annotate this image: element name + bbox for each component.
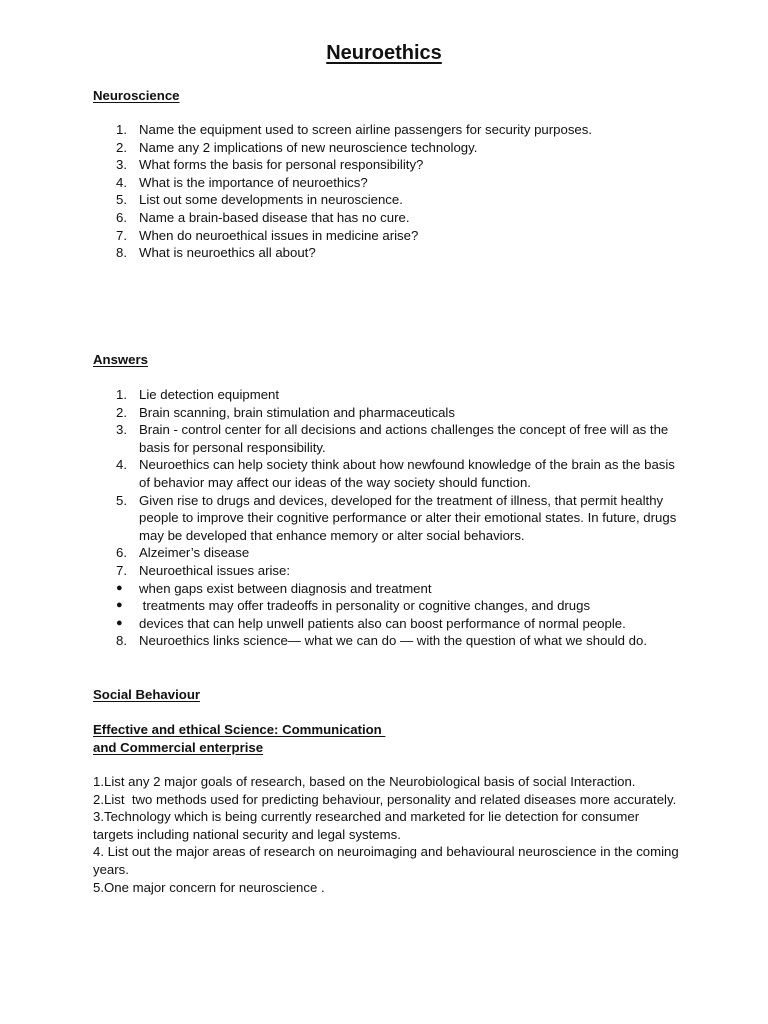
list-item <box>93 492 683 545</box>
bullet-item <box>93 597 683 615</box>
list-item <box>93 562 683 580</box>
item-text: Alzeimer’s disease <box>139 545 250 561</box>
list-item <box>93 191 683 209</box>
questions-paragraphs <box>93 773 683 896</box>
section-heading-effective-science-line1: Effective and ethical Science: Communication <box>93 722 386 737</box>
list-item <box>93 156 683 174</box>
paragraph-item: 3.Technology which is being currently researched and marketed for lie detection for consumer targets including national security and legal systems. <box>93 809 640 842</box>
paragraph-item: 4. List out the major areas of research on neuroimaging and behavioural neuroscience in the coming years. <box>93 844 679 877</box>
item-number: 3. <box>116 422 127 438</box>
item-number: 2. <box>116 404 127 420</box>
list-item <box>93 174 683 192</box>
item-number: 3. <box>116 157 127 173</box>
bullet-icon: ● <box>116 581 123 594</box>
item-text: Neuroethics links science— what we can do — with the question of what we should do. <box>139 633 647 649</box>
item-number: 8. <box>116 245 127 261</box>
list-item <box>93 632 683 650</box>
item-text: Lie detection equipment <box>139 387 280 402</box>
item-text: What is neuroethics all about? <box>139 245 316 261</box>
item-number: 8. <box>116 633 127 649</box>
list-item <box>93 404 683 422</box>
item-number: 7. <box>116 562 127 578</box>
item-text: Brain scanning, brain stimulation and pharmaceuticals <box>139 404 455 420</box>
item-number: 7. <box>116 227 127 243</box>
item-text: When do neuroethical issues in medicine arise? <box>139 227 419 243</box>
bullet-item <box>93 615 683 633</box>
list-item <box>93 121 683 139</box>
item-number: 1. <box>116 122 127 137</box>
list-item <box>93 209 683 227</box>
item-number: 5. <box>116 492 127 508</box>
list-item <box>93 456 683 491</box>
bullet-item <box>93 580 683 598</box>
list-item <box>93 386 683 404</box>
item-text: Name a brain-based disease that has no cure. <box>139 209 410 225</box>
item-number: 6. <box>116 545 127 561</box>
item-text: when gaps exist between diagnosis and treatment <box>139 580 432 596</box>
section-heading-effective-science-line2: and Commercial enterprise <box>93 740 264 755</box>
item-text: Name the equipment used to screen airline passengers for security purposes. <box>139 122 593 137</box>
item-text: List out some developments in neuroscience. <box>139 192 403 208</box>
item-number: 5. <box>116 192 127 208</box>
paragraph-item: 5.One major concern for neuroscience . <box>93 879 325 895</box>
item-text: What forms the basis for personal responsibility? <box>139 157 424 173</box>
section-heading-neuroscience: Neuroscience <box>93 88 180 103</box>
item-text: treatments may offer tradeoffs in personality or cognitive changes, and drugs <box>139 598 591 614</box>
paragraph-item: 1.List any 2 major goals of research, based on the Neurobiological basis of social Interaction. <box>93 774 636 789</box>
item-number: 6. <box>116 209 127 225</box>
page-title: Neuroethics <box>326 42 442 64</box>
section-heading-answers: Answers <box>93 352 148 367</box>
answers-list <box>93 386 683 650</box>
item-text: What is the importance of neuroethics? <box>139 174 368 190</box>
item-text: Neuroethics can help society think about how newfound knowledge of the brain as the basis of behavior may affect our ideas of the way society should function. <box>139 457 675 490</box>
list-item <box>93 244 683 262</box>
item-text: devices that can help unwell patients also can boost performance of normal people. <box>139 615 626 631</box>
list-item <box>93 544 683 562</box>
item-text: Name any 2 implications of new neuroscience technology. <box>139 139 478 155</box>
item-number: 2. <box>116 139 127 155</box>
item-text: Neuroethical issues arise: <box>139 562 290 578</box>
section-heading-social-behaviour: Social Behaviour <box>93 687 201 702</box>
item-number: 4. <box>116 457 127 473</box>
list-item <box>93 421 683 456</box>
item-number: 4. <box>116 174 127 190</box>
questions-list <box>93 121 683 262</box>
paragraph-item: 2.List two methods used for predicting behaviour, personality and related diseases more accurately. <box>93 791 677 807</box>
list-item <box>93 227 683 245</box>
bullet-icon: ● <box>116 616 123 629</box>
item-text: Given rise to drugs and devices, developed for the treatment of illness, that permit healthy people to improve their cognitive performance or alter their emotional states. In future, drugs may be developed that enhance memory or alter social behaviors. <box>139 492 677 543</box>
bullet-icon: ● <box>116 599 123 612</box>
list-item <box>93 139 683 157</box>
item-text: Brain - control center for all decisions and actions challenges the concept of free will as the basis for personal responsibility. <box>139 422 669 455</box>
item-number: 1. <box>116 387 127 402</box>
